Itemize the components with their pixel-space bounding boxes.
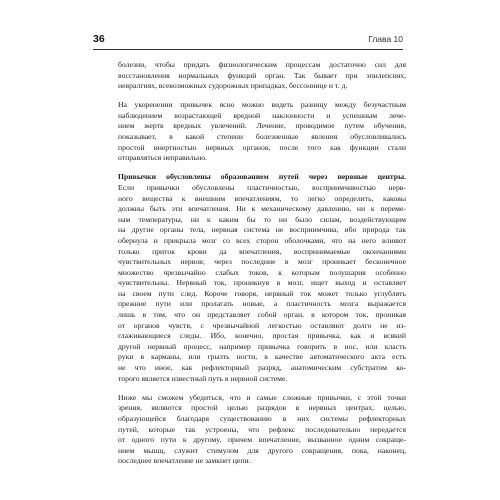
paragraph bbox=[118, 172, 406, 384]
text-line: показывает, в какой степени болезненные явления обусловливались bbox=[118, 132, 406, 142]
text-line: торого является известный путь в нервной системе. bbox=[118, 373, 288, 383]
text-line: множество чрезвычайно слабых токов, к которым полушария особенно bbox=[118, 267, 406, 277]
text-line: восстановления нормальных функций орган. Так бывает при эпилепсиях, bbox=[118, 70, 406, 80]
text-line: Если привычки обусловлены пластичностью, восприимчивостью нерв- bbox=[118, 182, 406, 192]
text-line: чувствительны. Нервный ток, проникнув в мозг, ищет выход и оставляет bbox=[118, 278, 406, 288]
text-line: на своем пути след. Короче говоря, нервный ток может только углублять bbox=[118, 288, 406, 298]
text-line: болезни, чтобы придать физиологическим процессам достаточно сил для bbox=[118, 60, 406, 69]
text-line: другой нервный процесс, например привычка говорить в нос, или класть bbox=[118, 341, 406, 351]
text-line: от одного пути к другому, причем впечатление, вызванное одним сокраще- bbox=[118, 435, 406, 445]
paragraph bbox=[118, 100, 406, 164]
text-line: должны быть эти впечатления. Ни к механическому давлению, ни к переме- bbox=[118, 204, 406, 214]
text-line: не что иное, как рефлекторный разряд, анатомическим субстратом ко- bbox=[118, 363, 406, 373]
text-line: нам температуры, ни к каким бы то ни было силам, воздействующим bbox=[118, 214, 406, 224]
text-line: от органов чувств, с чрезвычайной легкостью оставляют долго не из- bbox=[118, 320, 406, 330]
running-header bbox=[93, 33, 403, 49]
text-line: наблюдением возрастающей вредной наклонности и успешным лече- bbox=[118, 110, 406, 120]
text-line: лишь в том, что он представляет собой орган, в котором ток, проникая bbox=[118, 310, 406, 320]
paragraph bbox=[118, 393, 406, 467]
chapter-title: Глава 10 bbox=[368, 34, 403, 44]
paragraph bbox=[118, 60, 406, 92]
text-line: образующейся благодаря существованию в них системы рефлекторных bbox=[118, 413, 406, 423]
header-rule bbox=[93, 49, 403, 50]
text-line: глаживающиеся следы. Ибо, конечно, простая привычка, как и всякий bbox=[118, 331, 406, 341]
text-line: нием жертв вредных увлечений. Лечение, проводимое путем обучения, bbox=[118, 121, 406, 131]
text-line: чувствительных нервов; через последние в мозг проникает бесконечное bbox=[118, 257, 406, 267]
page-number: 36 bbox=[93, 33, 105, 45]
text-line: последнее впечатление не замкнет цепи. bbox=[118, 456, 251, 466]
text-line: только приток крови да впечатления, воспринимаемые окончаниями bbox=[118, 246, 406, 256]
text-line: путей, которые так устроены, что рефлекс последовательно передается bbox=[118, 424, 406, 434]
text-line: невралгиях, всевозможных судорожных припадках, бессоннице и т. д. bbox=[118, 81, 348, 91]
text-line: ного вещества к внешним впечатлениям, то легко определить, каковы bbox=[118, 193, 406, 203]
text-line: Ниже мы сможем убедиться, что и самые сложные привычки, с этой точки bbox=[118, 392, 406, 402]
text-line: отправляться неправильно. bbox=[118, 153, 207, 163]
text-line: На укоренении привычек ясно можно видеть разницу между безучастным bbox=[118, 100, 406, 110]
text-line: руки в карманы, или грызть ногти, в качестве автоматического акта есть bbox=[118, 352, 406, 362]
text-line: обернула и прикрыла мозг со всех сторон оболочками, что на него влияют bbox=[118, 235, 406, 245]
section-heading: Привычки обусловлены образованием путей через нервные центры. bbox=[118, 172, 406, 182]
text-line: простой инертностью нервных органов, после того как функции стали bbox=[118, 142, 406, 152]
text-line: прежние пути или пролагать новые, а пластичность мозга выражается bbox=[118, 299, 406, 309]
text-line: на другие органы тела, нервная система не восприимчива, ибо природа так bbox=[118, 225, 406, 235]
text-line: зрения, являются простой целью разрядов в нервных центрах, целью, bbox=[118, 403, 406, 413]
body-text bbox=[118, 60, 406, 475]
text-line: нием мышц, служит стимулом для другого сокращения, пока, наконец, bbox=[118, 445, 406, 455]
